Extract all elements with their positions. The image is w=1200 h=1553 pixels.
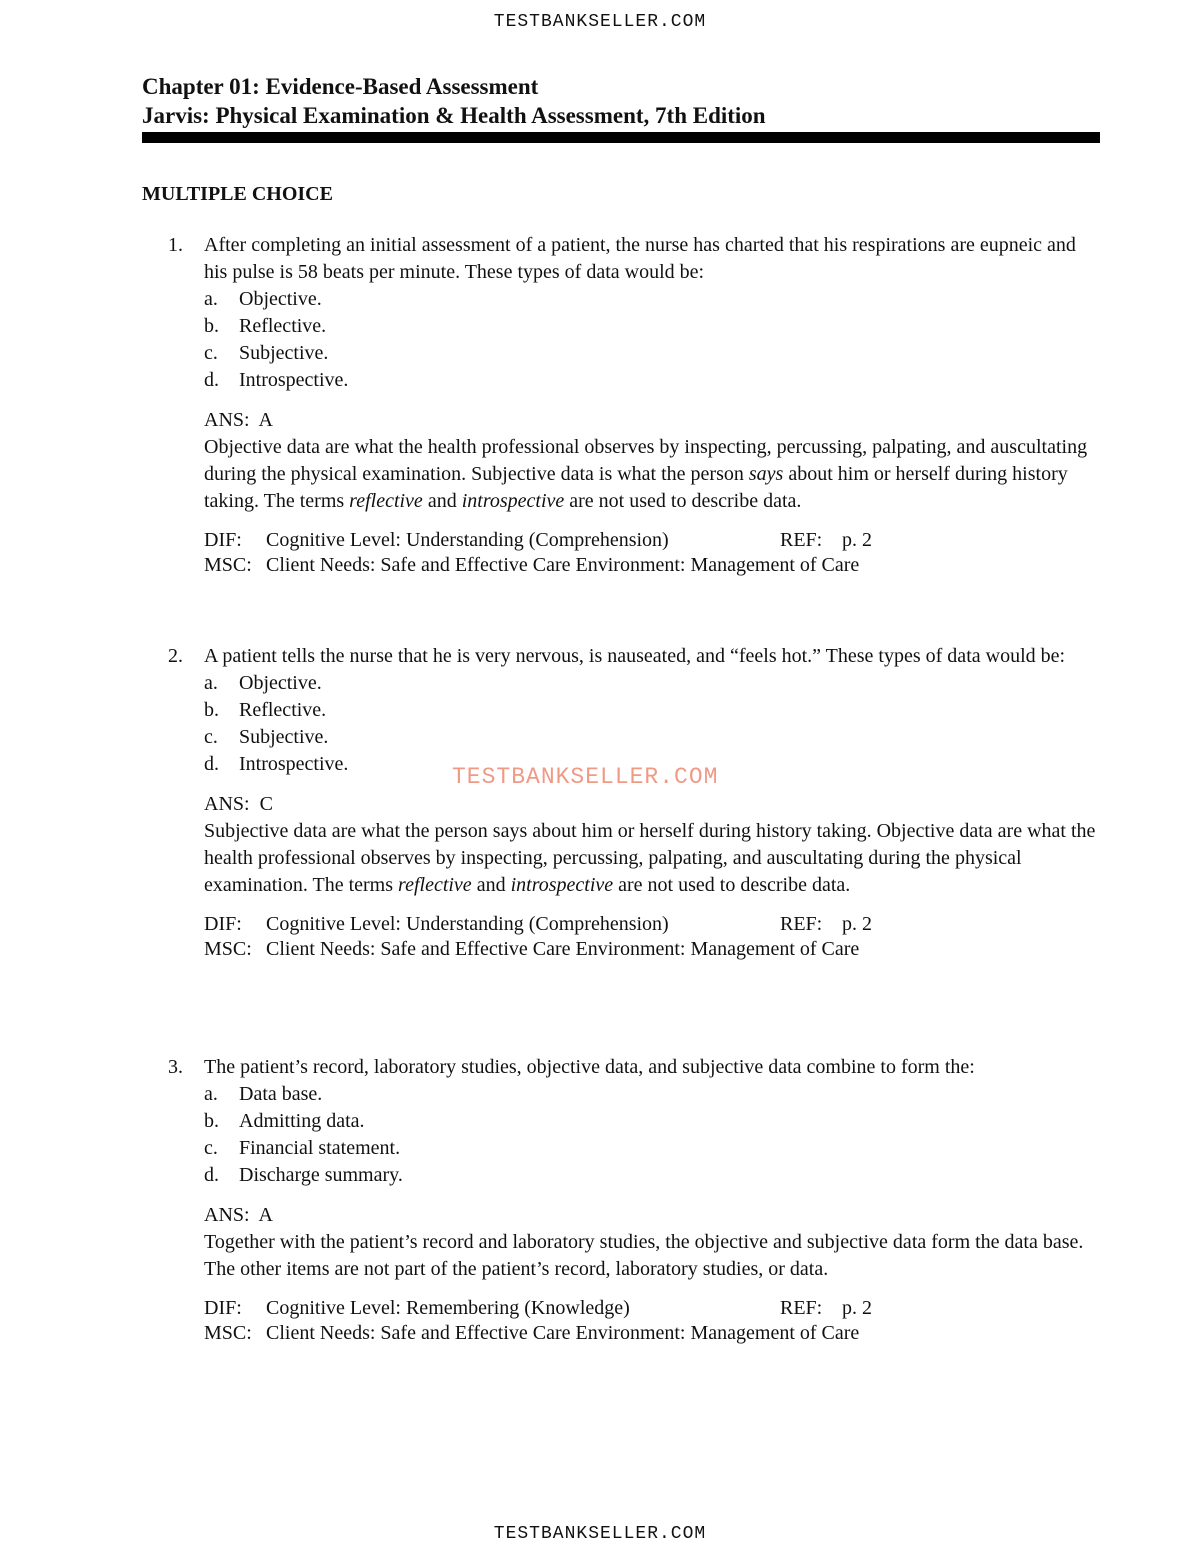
rationale [204, 818, 1098, 899]
rationale-text: and [422, 490, 462, 512]
msc-value: Client Needs: Safe and Effective Care Environment: Management of Care [266, 1322, 860, 1344]
option-text: Data base. [239, 1083, 323, 1105]
option-letter: d. [204, 753, 219, 775]
option-text: Discharge summary. [239, 1164, 403, 1186]
msc-row [204, 937, 1098, 962]
ref [780, 1296, 872, 1321]
option-c [204, 1135, 1098, 1162]
msc-label: MSC: [204, 554, 252, 576]
rationale-text: Subjective data are what the person says about him or herself during history taking. Objective data are what the health professional observes by inspecting, percussing, palpating, and auscultating during the physical examination. The terms [204, 820, 1096, 896]
msc-value: Client Needs: Safe and Effective Care Environment: Management of Care [266, 554, 860, 576]
question-stem: A patient tells the nurse that he is very nervous, is nauseated, and “feels hot.” These types of data would be: [204, 645, 1066, 667]
option-letter: b. [204, 315, 219, 337]
answer-label: ANS: [204, 409, 250, 431]
chapter-title: Chapter 01: Evidence-Based Assessment [142, 74, 539, 99]
question-stem: After completing an initial assessment of a patient, the nurse has charted that his respirations are eupneic and his pulse is 58 beats per minute. These types of data would be: [204, 234, 1076, 283]
dif-row [204, 912, 1098, 937]
option-letter: d. [204, 1164, 219, 1186]
option-letter: b. [204, 1110, 219, 1132]
option-d [204, 367, 1098, 394]
dif-label: DIF: [204, 529, 242, 551]
option-letter: d. [204, 369, 219, 391]
option-c [204, 340, 1098, 367]
answer-value: A [258, 1204, 273, 1226]
rationale-text: Together with the patient’s record and laboratory studies, the objective and subjective data form the data base. The other items are not part of the patient’s record, laboratory studies, or data. [204, 1231, 1084, 1280]
option-text: Reflective. [239, 699, 327, 721]
ref-label: REF: [780, 913, 823, 935]
dif-label: DIF: [204, 913, 242, 935]
msc-value: Client Needs: Safe and Effective Care Environment: Management of Care [266, 938, 860, 960]
ref-value: p. 2 [842, 1297, 872, 1319]
rationale-text: are not used to describe data. [564, 490, 802, 512]
question-number: 1. [168, 234, 183, 256]
rationale [204, 1229, 1098, 1283]
option-b [204, 1108, 1098, 1135]
answer-value: C [259, 793, 273, 815]
msc-label: MSC: [204, 938, 252, 960]
option-letter: b. [204, 699, 219, 721]
dif-row [204, 1296, 1098, 1321]
option-text: Financial statement. [239, 1137, 401, 1159]
option-list [204, 286, 1098, 394]
answer-line [204, 1202, 1098, 1229]
rationale-emphasis: introspective [510, 874, 614, 896]
answer-label: ANS: [204, 1204, 250, 1226]
option-text: Subjective. [239, 726, 329, 748]
rationale-emphasis: reflective [349, 490, 423, 512]
option-a [204, 1081, 1098, 1108]
answer-label: ANS: [204, 793, 250, 815]
watermark: TESTBANKSELLER.COM [452, 764, 719, 790]
rationale-emphasis: introspective [461, 490, 565, 512]
rationale-text: and [471, 874, 511, 896]
metadata [204, 912, 1098, 962]
metadata [204, 1296, 1098, 1346]
rationale-text: are not used to describe data. [613, 874, 851, 896]
rationale-text: Objective data are what the health professional observes by inspecting, percussing, palpating, and auscultating during the physical examination. Subjective data is what the person [204, 436, 1088, 485]
section-heading: MULTIPLE CHOICE [142, 183, 333, 205]
ref-label: REF: [780, 529, 823, 551]
dif-row [204, 528, 1098, 553]
rationale-emphasis: reflective [398, 874, 472, 896]
question-number: 2. [168, 645, 183, 667]
ref-value: p. 2 [842, 529, 872, 551]
site-header: TESTBANKSELLER.COM [493, 12, 707, 32]
title-rule [142, 132, 1100, 143]
rationale-text: about him or herself during history taking. The terms [204, 463, 1068, 512]
rationale-emphasis: says [748, 463, 784, 485]
question-3 [168, 1054, 1098, 1346]
msc-row [204, 1321, 1098, 1346]
option-d [204, 1162, 1098, 1189]
option-text: Objective. [239, 672, 322, 694]
option-text: Reflective. [239, 315, 327, 337]
question-stem: The patient’s record, laboratory studies, objective data, and subjective data combine to form the: [204, 1056, 975, 1078]
option-text: Introspective. [239, 753, 349, 775]
rationale [204, 434, 1098, 515]
answer-line [204, 407, 1098, 434]
dif-value: Cognitive Level: Understanding (Comprehension) [266, 913, 669, 935]
dif-value: Cognitive Level: Understanding (Comprehension) [266, 529, 669, 551]
option-text: Subjective. [239, 342, 329, 364]
option-a [204, 286, 1098, 313]
option-letter: c. [204, 1137, 218, 1159]
question-2 [168, 643, 1098, 962]
option-letter: a. [204, 288, 218, 310]
msc-row [204, 553, 1098, 578]
dif-label: DIF: [204, 1297, 242, 1319]
title-block [142, 72, 1100, 143]
option-letter: a. [204, 1083, 218, 1105]
book-title: Jarvis: Physical Examination & Health Assessment, 7th Edition [142, 103, 766, 128]
option-letter: c. [204, 726, 218, 748]
ref-value: p. 2 [842, 913, 872, 935]
question-number: 3. [168, 1056, 183, 1078]
site-footer: TESTBANKSELLER.COM [493, 1524, 707, 1544]
option-b [204, 697, 1098, 724]
option-letter: c. [204, 342, 218, 364]
option-list [204, 1081, 1098, 1189]
ref [780, 528, 872, 553]
option-list [204, 670, 1098, 778]
option-letter: a. [204, 672, 218, 694]
option-text: Introspective. [239, 369, 349, 391]
option-c [204, 724, 1098, 751]
msc-label: MSC: [204, 1322, 252, 1344]
option-a [204, 670, 1098, 697]
ref [780, 912, 872, 937]
answer-value: A [258, 409, 273, 431]
option-text: Admitting data. [239, 1110, 365, 1132]
option-b [204, 313, 1098, 340]
dif-value: Cognitive Level: Remembering (Knowledge) [266, 1297, 630, 1319]
metadata [204, 528, 1098, 578]
option-text: Objective. [239, 288, 322, 310]
ref-label: REF: [780, 1297, 823, 1319]
answer-line [204, 791, 1098, 818]
question-1 [168, 232, 1098, 578]
